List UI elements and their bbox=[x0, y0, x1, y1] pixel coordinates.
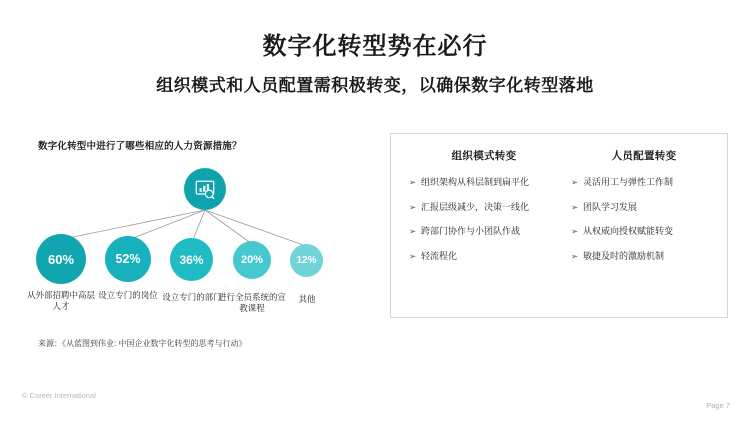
bubble-value-3: 20% bbox=[233, 241, 271, 279]
chart-source: 来源：《从蓝图到伟业: 中国企业数字化转型的思考与行动》 bbox=[38, 339, 247, 348]
list-item bbox=[571, 251, 717, 263]
column-heading: 组织模式转变 bbox=[451, 150, 517, 162]
column-heading: 人员配置转变 bbox=[611, 150, 677, 162]
list-item bbox=[409, 177, 559, 189]
list-item bbox=[409, 226, 559, 238]
arrow-icon: ➢ bbox=[571, 177, 579, 187]
page-title: 数字化转型势在必行 bbox=[262, 33, 488, 60]
arrow-icon: ➢ bbox=[409, 251, 417, 262]
list-item-label: 团队学习发展 bbox=[583, 201, 638, 212]
list-item-label: 从权威向授权赋能转变 bbox=[583, 226, 674, 237]
column-organization bbox=[409, 148, 559, 276]
arrow-icon: ➢ bbox=[571, 226, 579, 237]
bubble-label-4: 其他 bbox=[298, 294, 316, 304]
bubble-label-1: 设立专门的岗位 bbox=[98, 290, 158, 300]
bubble-label-0: 从外部招聘中高层人才 bbox=[26, 290, 95, 312]
arrow-icon: ➢ bbox=[571, 201, 579, 212]
bubble-value-1: 52% bbox=[105, 236, 151, 282]
bubble-label-3: 进行全员系统的宣教课程 bbox=[217, 292, 286, 314]
bubble-value-4: 12% bbox=[290, 244, 323, 277]
analytics-icon bbox=[184, 168, 226, 210]
list-item-label: 组织架构从科层制到扁平化 bbox=[421, 177, 530, 187]
arrow-icon: ➢ bbox=[409, 226, 417, 237]
column-staffing bbox=[571, 148, 717, 276]
list-item-label: 跨部门协作与小团队作战 bbox=[421, 226, 521, 237]
bubble-label-2: 设立专门的部门 bbox=[162, 292, 222, 302]
list-item bbox=[571, 177, 717, 189]
list-item-label: 灵活用工与弹性工作制 bbox=[583, 177, 674, 187]
chart-panel bbox=[22, 126, 372, 366]
list-item bbox=[571, 226, 717, 238]
transformation-panel bbox=[390, 133, 728, 318]
copyright-footer: © Career International bbox=[22, 391, 96, 400]
page-subtitle: 组织模式和人员配置需积极转变，以确保数字化转型落地 bbox=[156, 76, 594, 95]
list-item bbox=[571, 202, 717, 214]
list-item-label: 轻流程化 bbox=[421, 251, 458, 262]
list-item-label: 敏捷及时的激励机制 bbox=[583, 251, 665, 262]
arrow-icon: ➢ bbox=[409, 177, 417, 187]
list-item-label: 汇报层级减少，决策一线化 bbox=[421, 201, 530, 212]
arrow-icon: ➢ bbox=[571, 251, 579, 262]
arrow-icon: ➢ bbox=[409, 201, 417, 212]
list-item bbox=[409, 251, 559, 263]
bubble-value-0: 60% bbox=[36, 234, 86, 284]
bubble-value-2: 36% bbox=[170, 238, 213, 281]
list-item bbox=[409, 202, 559, 214]
chart-question: 数字化转型中进行了哪些相应的人力资源措施？ bbox=[38, 141, 242, 152]
page-number: Page 7 bbox=[706, 401, 730, 410]
